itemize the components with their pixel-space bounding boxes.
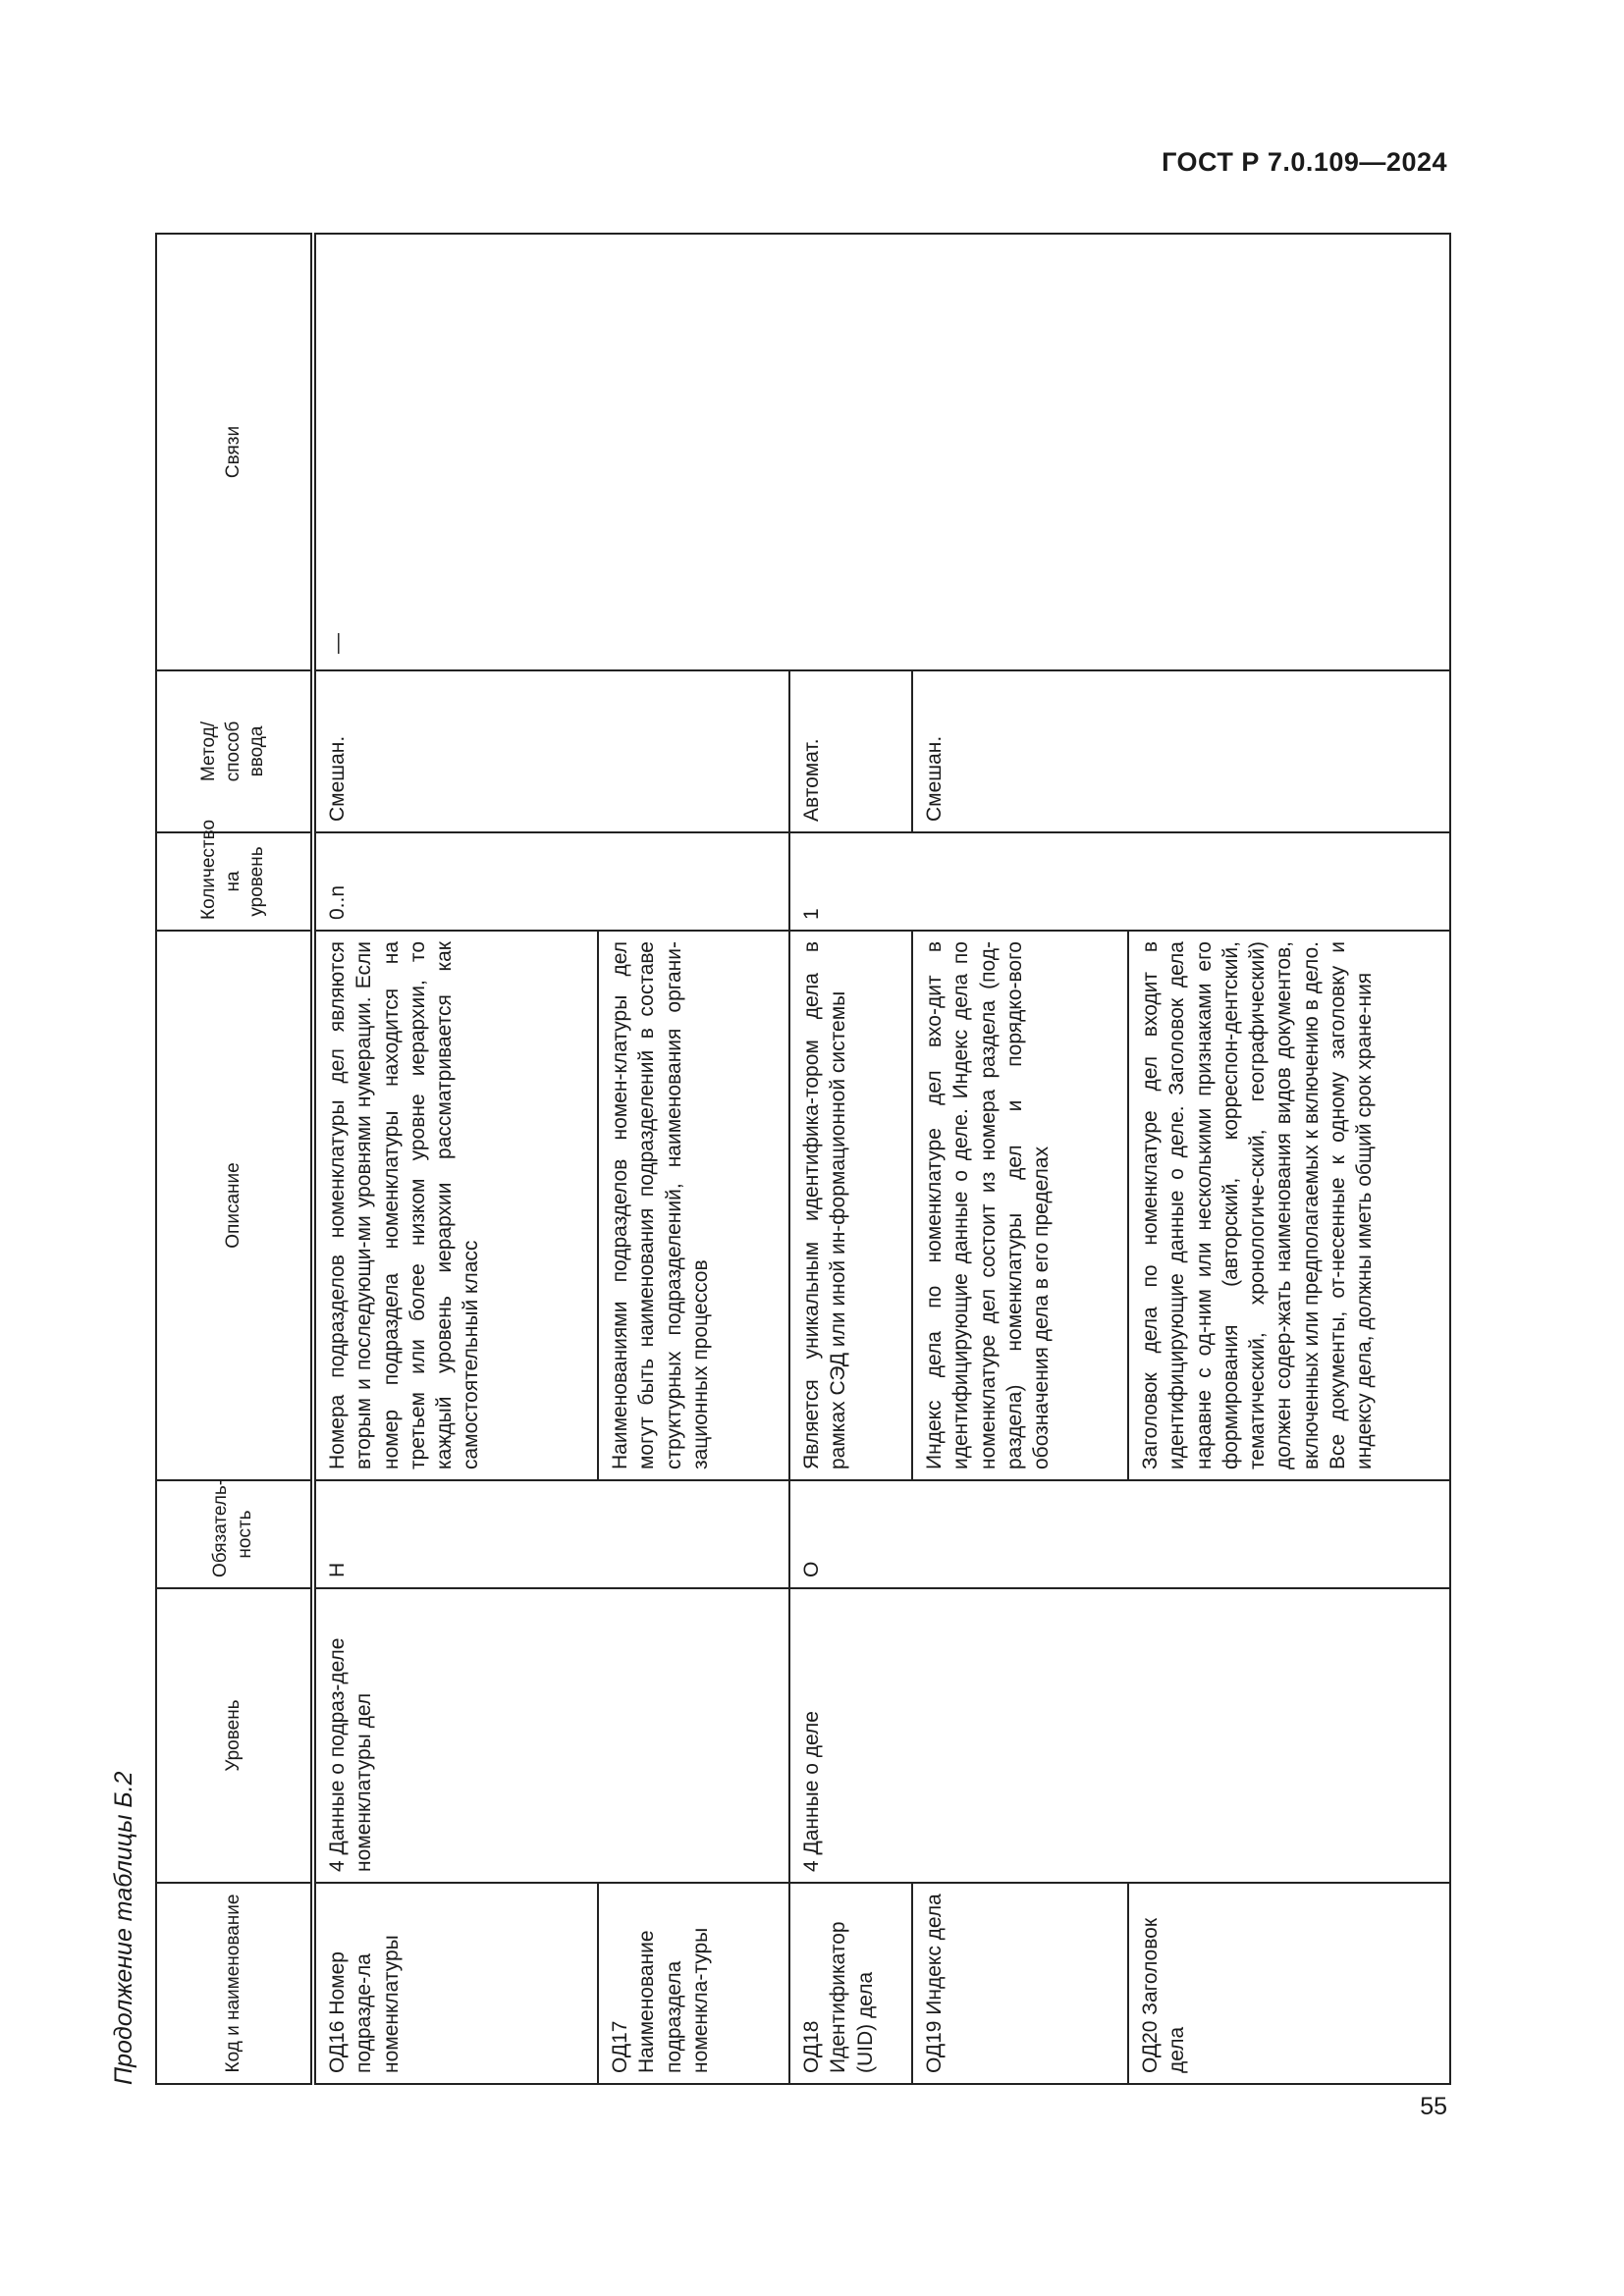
table-header-row — [156, 234, 313, 2084]
cell-code: ОД17 Наименование подраздела номенкла-туры — [598, 1883, 789, 2084]
cell-quantity: 1 — [789, 832, 1450, 931]
cell-description: Является уникальным идентифика-тором дела в рамках СЭД или иной ин-формационной системы — [789, 931, 912, 1480]
header-level: Уровень — [156, 1588, 313, 1883]
cell-method: Смешан. — [912, 670, 1450, 832]
header-code: Код и наименование — [156, 1883, 313, 2084]
table-caption: Продолжение таблицы Б.2 — [110, 1771, 137, 2085]
cell-description: Наименованиями подразделов номен-клатуры дел могут быть наименования подразделений в составе структурных подразделений, наименования органи-зационных процессов — [598, 931, 789, 1480]
header-mandatory: Обязатель- ность — [156, 1480, 313, 1588]
cell-mandatory: О — [789, 1480, 1450, 1588]
cell-description: Заголовок дела по номенклатуре дел входит в идентифицирующие данные о деле. Заголовок дела наравне с од-ним или несколькими признаками его формирования (авторский, корреспон-дентский, тематический, хронологиче-ский, географический) должен содер-жать наименования видов документов, включенных или предполагаемых к включению в дело. Все документы, от-несенные к одному заголовку и индексу дела, должны иметь общий срок хране-ния — [1128, 931, 1450, 1480]
cell-code: ОД19 Индекс дела — [912, 1883, 1128, 2084]
header-description: Описание — [156, 931, 313, 1480]
header-method: Метод/ способ ввода — [156, 670, 313, 832]
standard-designation: ГОСТ Р 7.0.109—2024 — [1162, 147, 1447, 177]
metadata-table — [155, 233, 1451, 2085]
cell-code: ОД16 Номер подразде-ла номенклатуры — [313, 1883, 598, 2084]
cell-mandatory: Н — [313, 1480, 789, 1588]
cell-description: Индекс дела по номенклатуре дел вхо-дит в идентифицирующие данные о деле. Индекс дела по номенклатуре дел состоит из номера раздела (под-раздела) номенклатуры дел и порядко-вого обозначения дела в его пределах — [912, 931, 1128, 1480]
header-quantity: Количество на уровень — [156, 832, 313, 931]
cell-method: Автомат. — [789, 670, 912, 832]
cell-code: ОД18 Идентификатор (UID) дела — [789, 1883, 912, 2084]
cell-level: 4 Данные о подраз-деле номенклатуры дел — [313, 1588, 789, 1883]
cell-code: ОД20 Заголовок дела — [1128, 1883, 1450, 2084]
cell-method: Смешан. — [313, 670, 789, 832]
cell-level: 4 Данные о деле — [789, 1588, 1450, 1883]
table-row — [313, 234, 598, 2084]
cell-links: — — [313, 234, 1450, 670]
cell-quantity: 0..n — [313, 832, 789, 931]
header-links: Связи — [156, 234, 313, 670]
cell-description: Номера подразделов номенклатуры дел являются вторым и последующи-ми уровнями нумерации. Если номер подраздела номенклатуры находится на третьем или более низком уровне иерархии, то каждый уровень иерархии рассматривается как самостоятельный класс — [313, 931, 598, 1480]
rotated-table-block — [110, 235, 1451, 2085]
page-number: 55 — [1420, 2093, 1447, 2120]
